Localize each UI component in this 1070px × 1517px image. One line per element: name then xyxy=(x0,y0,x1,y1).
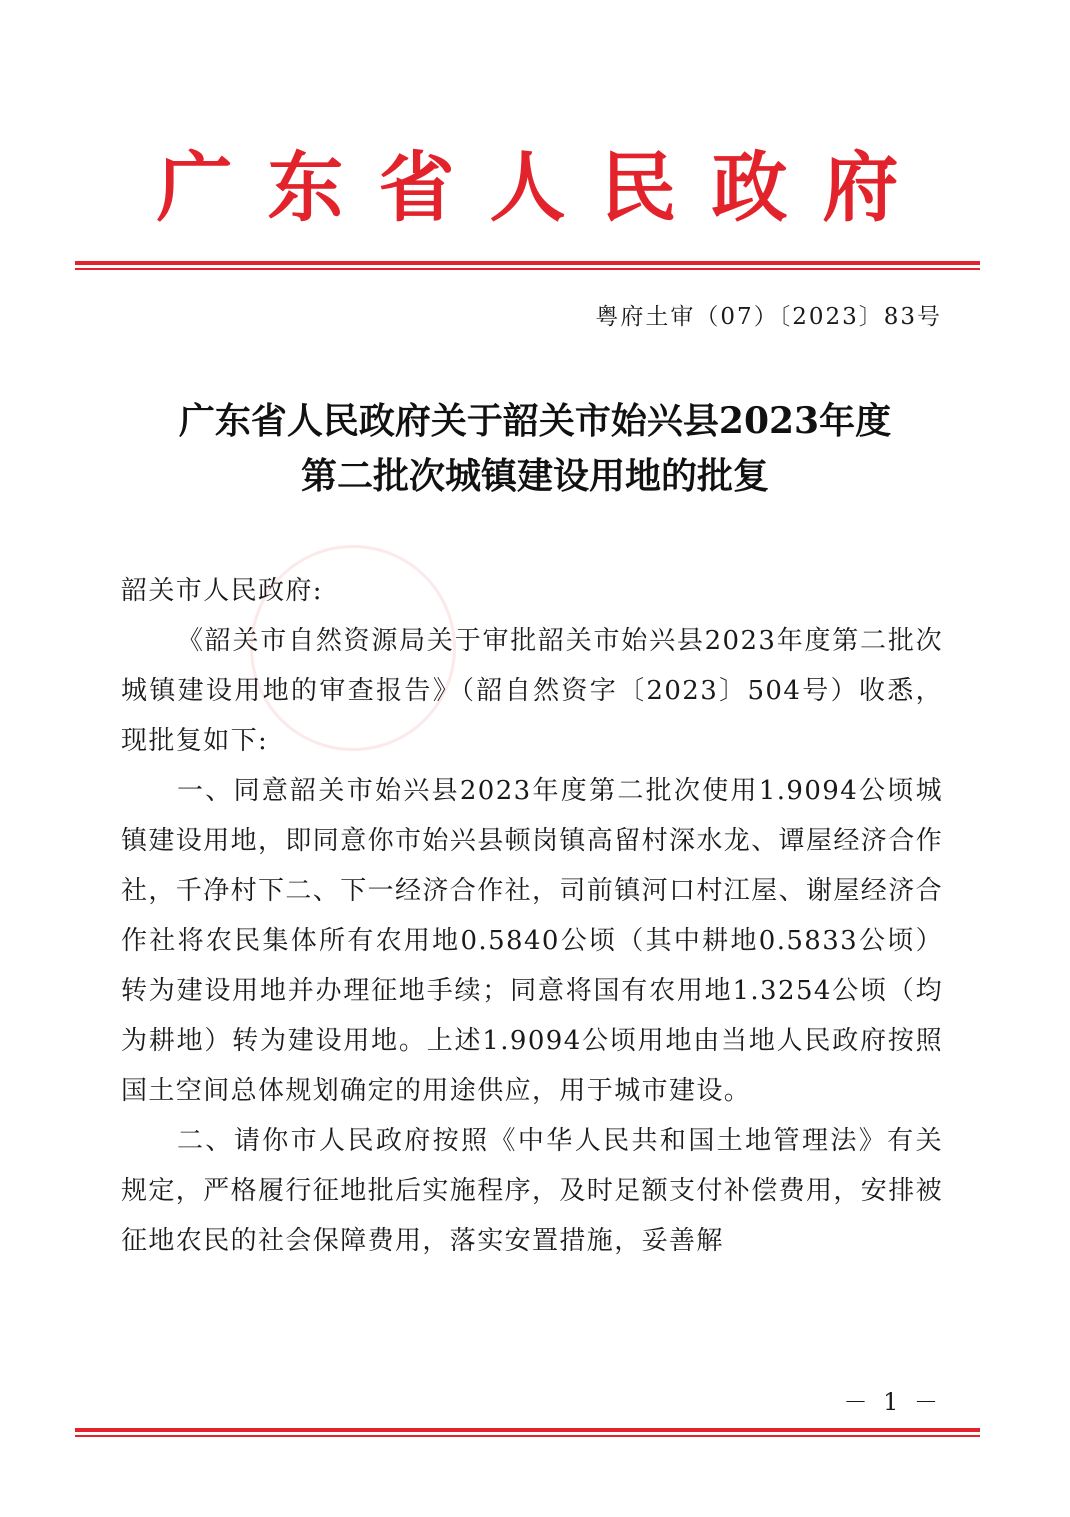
page-number: － 1 － xyxy=(843,1388,942,1416)
header-red-rule xyxy=(75,261,980,270)
document-title xyxy=(75,394,995,504)
paragraph-3: 二、请你市人民政府按照《中华人民共和国土地管理法》有关规定，严格履行征地批后实施程序，及时足额支付补偿费用，安排被征地农民的社会保障费用，落实安置措施，妥善解 xyxy=(121,1126,944,1256)
issuer-header: 广东省人民政府 xyxy=(156,143,934,232)
footer-red-rule xyxy=(75,1428,980,1437)
title-line-1: 广东省人民政府关于韶关市始兴县2023年度 xyxy=(178,400,892,442)
title-line-2: 第二批次城镇建设用地的批复 xyxy=(300,455,769,497)
paragraph-1: 《韶关市自然资源局关于审批韶关市始兴县2023年度第二批次城镇建设用地的审查报告》（韶自然资字〔2023〕504号）收悉，现批复如下: xyxy=(121,626,943,756)
document-number: 粤府土审（07）〔2023〕83号 xyxy=(595,304,942,330)
salutation: 韶关市人民政府: xyxy=(121,576,323,606)
document-body xyxy=(121,566,943,1266)
paragraph-2: 一、同意韶关市始兴县2023年度第二批次使用1.9094公顷城镇建设用地，即同意你市始兴县顿岗镇高留村深水龙、谭屋经济合作社，千净村下二、下一经济合作社，司前镇河口村江屋、谢屋经济合作社将农民集体所有农用地0.5840公顷（其中耕地0.5833公顷）转为建设用地并办理征地手续；同意将国有农用地1.3254公顷（均为耕地）转为建设用地。上述1.9094公顷用地由当地人民政府按照国土空间总体规划确定的用途供应，用于城市建设。 xyxy=(121,776,944,1106)
